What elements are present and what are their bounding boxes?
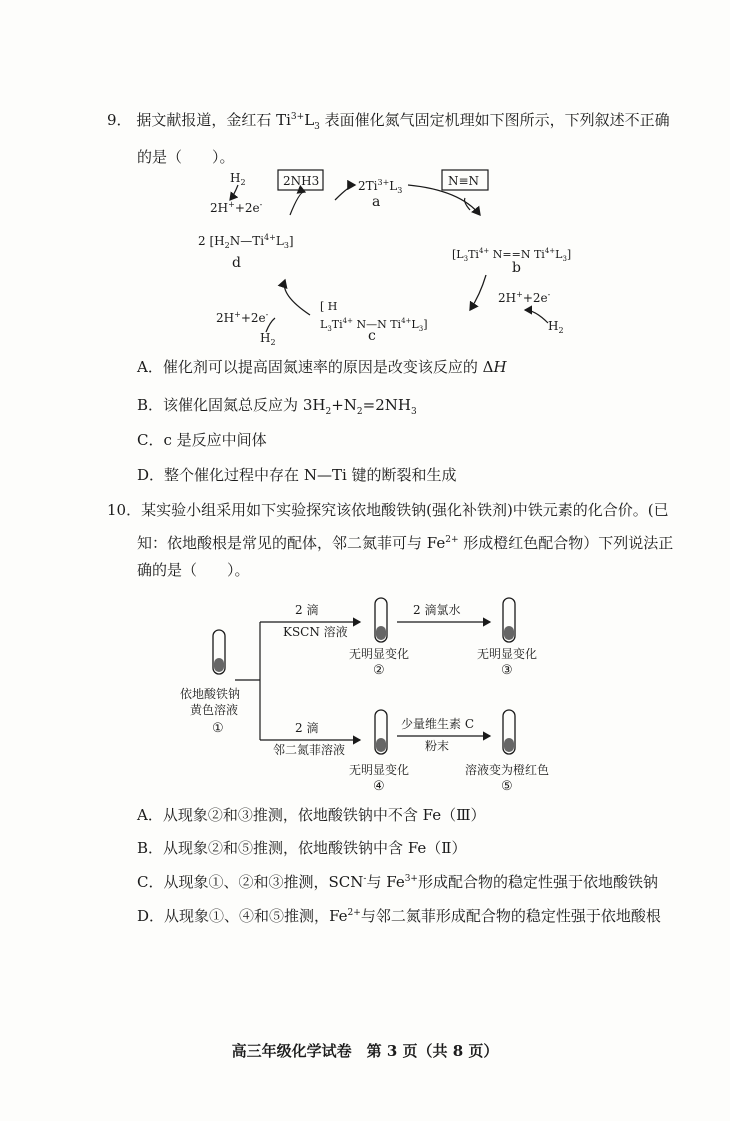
q9-stem-b: 表面催化氮气固定机理如下图所示，下列叙述不正确 (319, 111, 670, 129)
arrow-bottom-label-2: 邻二氮菲溶液 (273, 743, 346, 757)
q10-option-b: B．从现象②和⑤推测，依地酸铁钠中含 Fe（Ⅱ） (137, 839, 467, 857)
svg-text:L3Ti4+ N—N Ti4+L3]: $L_3Ti^{4+}$ N—N $Ti^{4+}L_3$] (320, 317, 428, 333)
label-b: b (512, 260, 521, 276)
q9-stem-a: 据文献报道，金红石 (136, 111, 277, 129)
tube-5-label: 溶液变为橙红色 (465, 763, 550, 777)
arrow-top-label-1: 2 滴 (295, 603, 319, 617)
n2-label: N≡N (448, 174, 480, 188)
species-d: 2 $[H_2N—Ti^{4+}L_3]$ (198, 233, 294, 250)
tube-5-num: ⑤ (501, 779, 513, 794)
arrow-bottom-label-1: 2 滴 (295, 721, 319, 735)
q9-option-b: B．该催化固氮总反应为 $3H_2+N_2=2NH_3$ (137, 396, 417, 417)
q10-option-d: D．从现象①、④和⑤推测，$Fe^{2+}$与邻二氮菲形成配合物的稳定性强于依地酸根 (137, 907, 661, 925)
tube-4 (375, 710, 387, 754)
species-b: [$L_3Ti^{4+}$ N==N $Ti^{4+}L_3$] (452, 247, 572, 263)
tube-1 (213, 630, 225, 674)
arrow-top-label-2: KSCN 溶液 (283, 625, 348, 639)
tube-3 (503, 598, 515, 642)
q10-stem-line1: 10．某实验小组采用如下实验探究该依地酸铁钠(强化补铁剂)中铁元素的化合价。(已 (107, 501, 669, 519)
q9-option-d: D．整个催化过程中存在 N—Ti 键的断裂和生成 (137, 466, 457, 484)
label-c: c (368, 328, 376, 344)
q9-stem-line1 (107, 107, 670, 137)
tube-2-num: ② (373, 663, 385, 678)
tube-4-label: 无明显变化 (349, 763, 410, 777)
tube-1-num: ① (212, 721, 224, 736)
mechanism-diagram (180, 160, 600, 350)
q9-option-a: A．催化剂可以提高固氮速率的原因是改变该反应的 ΔH (137, 358, 507, 376)
species-a-formula: $2Ti^{3+}L_3$ (358, 178, 403, 195)
q9-catalyst: $Ti^{3+}L_3$ (276, 111, 320, 132)
arrow-t4-t5-1: 少量维生素 C (401, 717, 474, 731)
label-d: d (232, 255, 241, 271)
tube-5 (503, 710, 515, 754)
experiment-diagram (175, 590, 575, 795)
page-footer: 高三年级化学试卷 第 3 页（共 8 页） (231, 1042, 499, 1060)
q10-option-a: A．从现象②和③推测，依地酸铁钠中不含 Fe（Ⅲ） (137, 806, 486, 824)
q10-stem-line2: 知：依地酸根是常见的配体，邻二氮菲可与 $Fe^{2+}$ 形成橙红色配合物）下列说法正 (137, 534, 674, 552)
right-h2: $H_2$ (548, 319, 564, 335)
arrow-t4-t5-2: 粉末 (425, 739, 450, 753)
tube-1-label-b: 黄色溶液 (190, 703, 239, 717)
q9-stem-line2: 的是（ ）。 (137, 148, 235, 166)
tube-3-num: ③ (501, 663, 513, 678)
label-a: a (372, 194, 381, 210)
q10-stem-line3: 确的是（ ）。 (137, 561, 250, 579)
tube-4-num: ④ (373, 779, 385, 794)
svg-text:H2: $H_2$ (230, 171, 246, 187)
arrow-t2-t3: 2 滴氯水 (413, 603, 461, 617)
svg-text:2H++2e-: 2H++2e- (210, 200, 263, 215)
tube-3-label: 无明显变化 (477, 647, 538, 661)
q10-option-c: C．从现象①、②和③推测，SCN-与 $Fe^{3+}$形成配合物的稳定性强于依地酸铁钠 (137, 873, 658, 891)
tube-2 (375, 598, 387, 642)
nh3-label: 2NH3 (283, 174, 320, 188)
tube-1-label-a: 依地酸铁钠 (180, 687, 241, 701)
tube-2-label: 无明显变化 (349, 647, 410, 661)
left-h2: $H_2$ (260, 331, 276, 347)
q9-number: 9． (107, 111, 132, 129)
left-reagent: 2H++2e- (216, 310, 269, 325)
q9-option-c: C．c 是反应中间体 (137, 431, 267, 449)
species-c: [ H (320, 300, 338, 313)
right-reagent: 2H++2e- (498, 290, 551, 305)
